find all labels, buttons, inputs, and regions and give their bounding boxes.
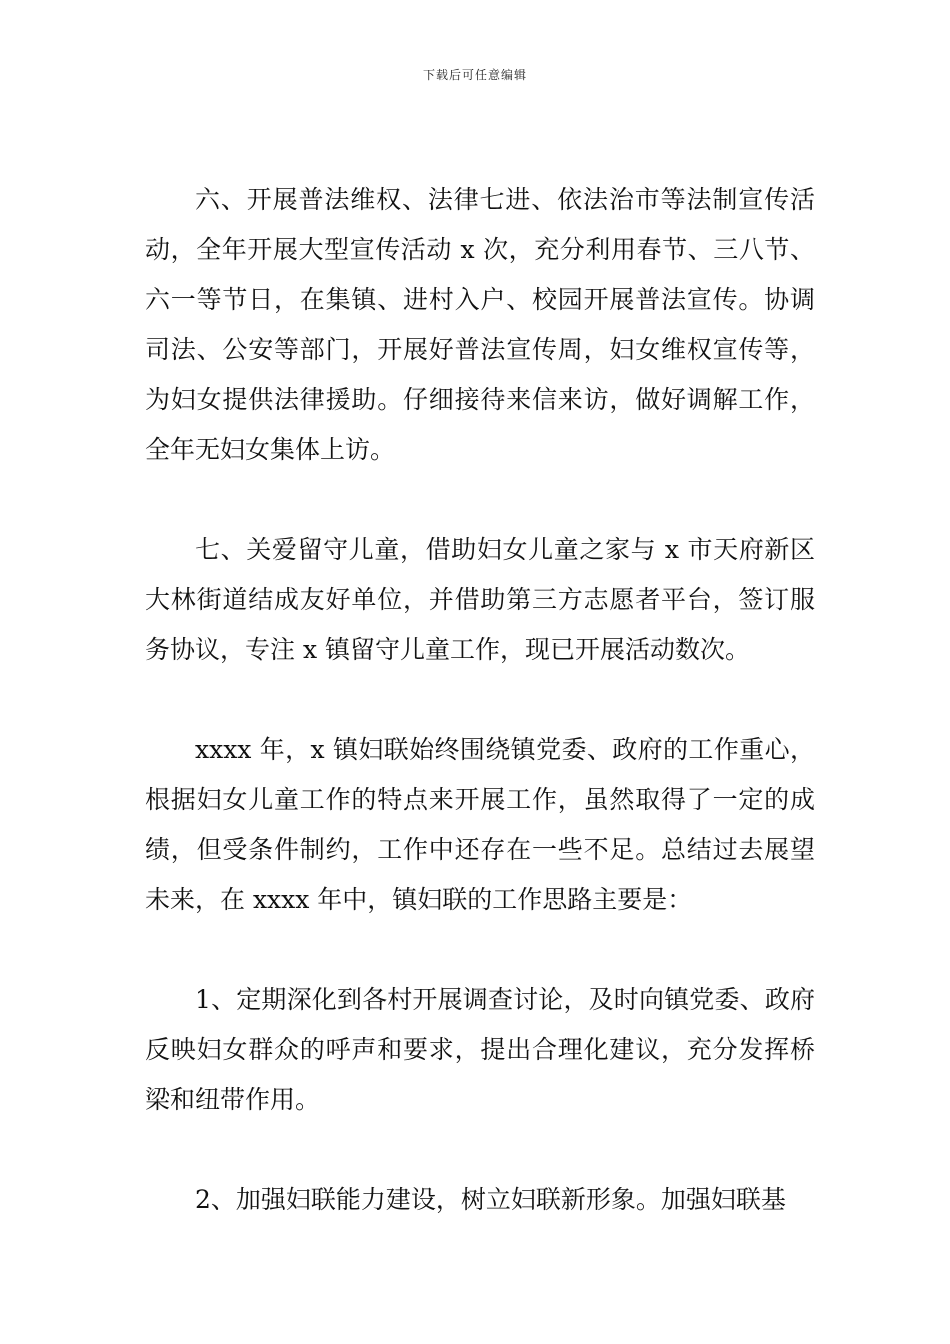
paragraph-summary: xxxx 年，x 镇妇联始终围绕镇党委、政府的工作重心，根据妇女儿童工作的特点来开展工作，虽然取得了一定的成绩，但受条件制约，工作中还存在一些不足。总结过去展望未来，在 xxxx 年中，镇妇联的工作思路主要是： xyxy=(145,735,815,914)
paragraph-7-left-behind-children: 七、关爱留守儿童，借助妇女儿童之家与 x 市天府新区大林街道结成友好单位，并借助第三方志愿者平台，签订服务协议，专注 x 镇留守儿童工作，现已开展活动数次。 xyxy=(145,535,815,664)
paragraph-plan-2: 2、加强妇联能力建设，树立妇联新形象。加强妇联基 xyxy=(195,1185,786,1214)
paragraph-6-legal-publicity: 六、开展普法维权、法律七进、依法治市等法制宣传活动，全年开展大型宣传活动 x 次，充分利用春节、三八节、六一等节日，在集镇、进村入户、校园开展普法宣传。协调司法、公安等部门，开展好普法宣传周，妇女维权宣传等，为妇女提供法律援助。仔细接待来信来访，做好调解工作，全年无妇女集体上访。 xyxy=(145,185,815,464)
paragraph-plan-1: 1、定期深化到各村开展调查讨论，及时向镇党委、政府反映妇女群众的呼声和要求，提出合理化建议，充分发挥桥梁和纽带作用。 xyxy=(145,985,815,1114)
document-body xyxy=(145,175,815,1275)
header-note: 下载后可任意编辑 xyxy=(422,68,527,82)
